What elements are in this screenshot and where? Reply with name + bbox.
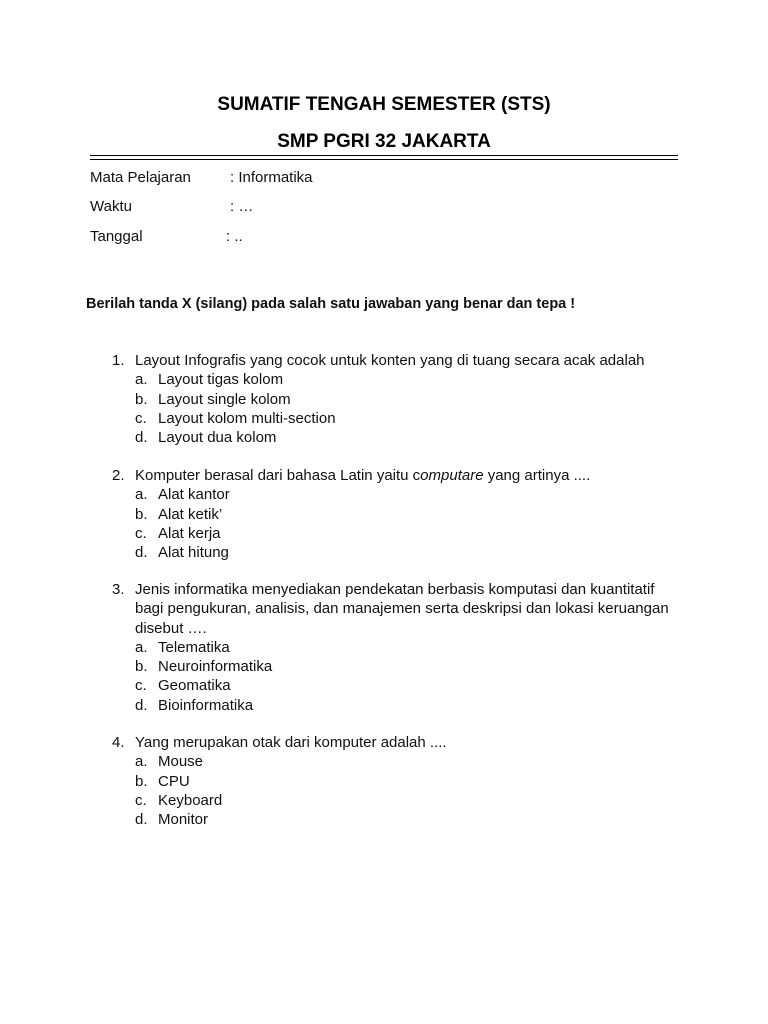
option-d[interactable]: d. Monitor <box>135 811 209 829</box>
meta-value: : Informatika <box>230 169 313 186</box>
instruction-text: Berilah tanda X (silang) pada salah satu jawaban yang benar dan tepa ! <box>86 296 576 312</box>
question-text: Layout Infografis yang cocok untuk konten yang di tuang secara acak adalah <box>135 352 645 369</box>
option-c[interactable]: c. Alat kerja <box>135 524 221 542</box>
exam-title: SUMATIF TENGAH SEMESTER (STS) <box>217 94 551 115</box>
option-d[interactable]: d. Layout dua kolom <box>135 429 277 447</box>
question-text-line: Jenis informatika menyediakan pendekatan berbasis komputasi dan kuantitatif <box>135 581 655 598</box>
question-text-line: bagi pengukuran, analisis, dan manajemen serta deskripsi dan lokasi keruangan <box>135 600 669 618</box>
option-b[interactable]: b. Neuroinformatika <box>135 658 273 676</box>
option-list <box>135 752 692 829</box>
question-number: 4. <box>112 734 125 751</box>
question-text: Yang merupakan otak dari komputer adalah .... <box>135 734 447 751</box>
question-number: 1. <box>112 352 125 369</box>
question-4 <box>112 733 692 829</box>
option-c[interactable]: c. Keyboard <box>135 791 223 809</box>
option-a[interactable]: a. Mouse <box>135 753 204 771</box>
option-list <box>135 638 692 715</box>
question-3 <box>112 580 692 715</box>
meta-value: : … <box>230 198 254 215</box>
question-text: Komputer berasal dari bahasa Latin yaitu computare yang artinya .... <box>135 467 591 484</box>
option-c[interactable]: c. Layout kolom multi-section <box>135 409 336 427</box>
option-b[interactable]: b. Alat ketik’ <box>135 505 223 523</box>
question-1 <box>112 351 692 447</box>
option-a[interactable]: a. Alat kantor <box>135 486 230 504</box>
meta-label: Tanggal <box>90 228 143 245</box>
option-list <box>135 370 692 447</box>
option-d[interactable]: d. Bioinformatika <box>135 696 254 714</box>
option-a[interactable]: a. Telematika <box>135 638 230 656</box>
option-d[interactable]: d. Alat hitung <box>135 544 229 562</box>
question-2 <box>112 466 692 562</box>
question-number: 3. <box>112 581 125 598</box>
meta-label: Mata Pelajaran <box>90 169 191 186</box>
option-b[interactable]: b. CPU <box>135 772 190 790</box>
option-a[interactable]: a. Layout tigas kolom <box>135 371 284 389</box>
school-name: SMP PGRI 32 JAKARTA <box>277 131 491 152</box>
option-list <box>135 485 692 562</box>
option-b[interactable]: b. Layout single kolom <box>135 390 291 408</box>
question-number: 2. <box>112 467 125 484</box>
question-text-line: disebut …. <box>135 619 207 637</box>
header-divider-top <box>90 155 678 156</box>
header-divider-bottom <box>90 159 678 160</box>
meta-label: Waktu <box>90 198 132 215</box>
meta-value: : .. <box>226 228 243 245</box>
question-text <box>135 580 692 638</box>
option-c[interactable]: c. Geomatika <box>135 677 231 695</box>
